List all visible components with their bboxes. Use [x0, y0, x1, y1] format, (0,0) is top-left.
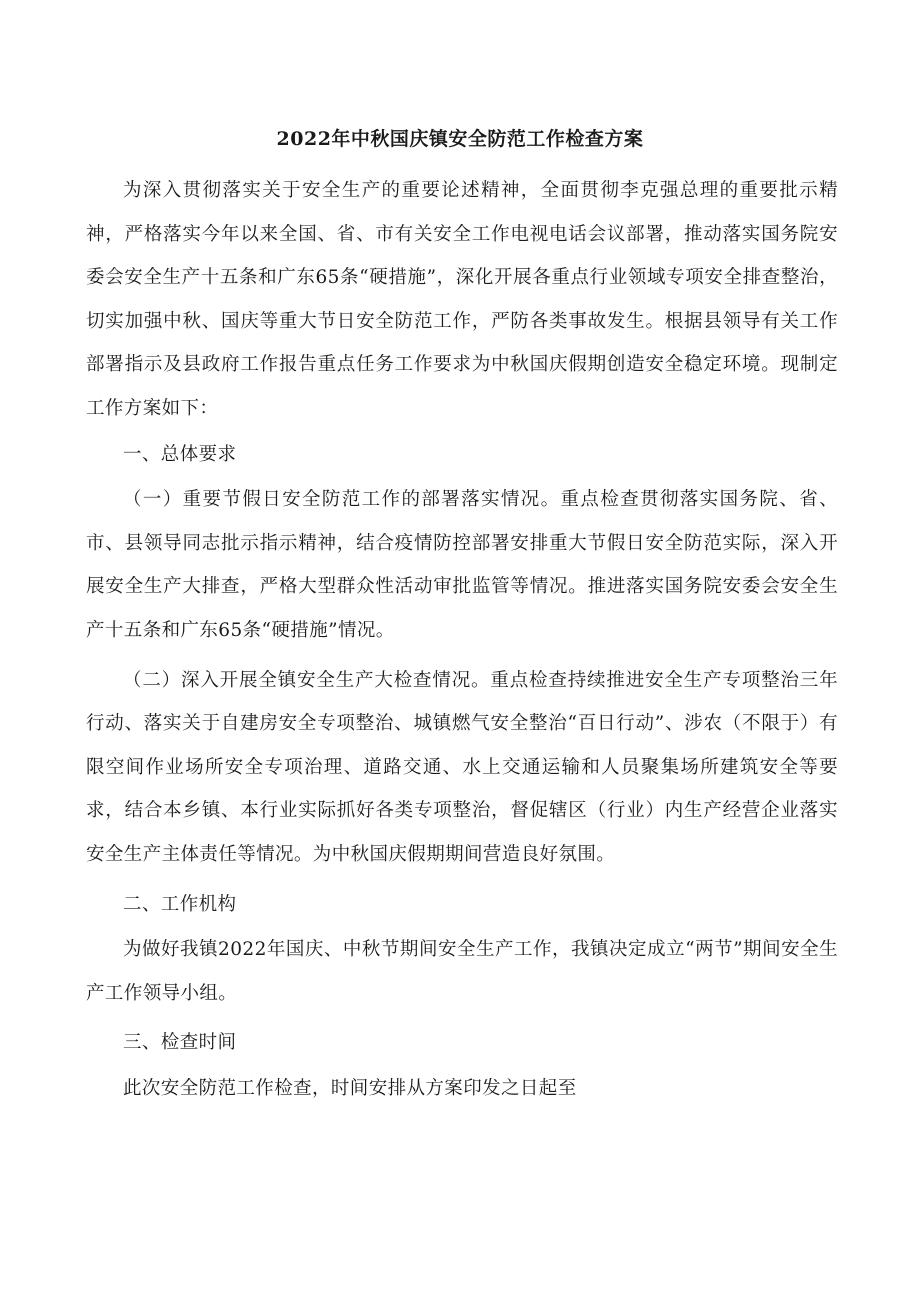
requirement-item-2: （二）深入开展全镇安全生产大检查情况。重点检查持续推进安全生产专项整治三年行动、落实关于自建房安全专项整治、城镇燃气安全整治“百日行动”、涉农（不限于）有限空间作业场所安全专项治理、道路交通、水上交通运输和人员聚集场所建筑安全等要求，结合本乡镇、本行业实际抓好各类专项整治，督促辖区（行业）内生产经营企业落实安全生产主体责任等情况。为中秋国庆假期期间营造良好氛围。 — [86, 669, 838, 865]
document-body — [86, 169, 838, 1110]
section-heading-work-organization: 二、工作机构 — [123, 893, 237, 915]
requirement-item-1: （一）重要节假日安全防范工作的部署落实情况。重点检查贯彻落实国务院、省、市、县领导同志批示指示精神，结合疫情防控部署安排重大节假日安全防范实际，深入开展安全生产大排查，严格大型群众性活动审批监管等情况。推进落实国务院安委会安全生产十五条和广东65条“硬措施”情况。 — [86, 489, 838, 641]
document-title: 2022年中秋国庆镇安全防范工作检查方案 — [276, 128, 644, 150]
section-heading-general-requirements: 一、总体要求 — [123, 443, 237, 465]
work-organization-paragraph: 为做好我镇2022年国庆、中秋节期间安全生产工作，我镇决定成立“两节”期间安全生产工作领导小组。 — [86, 939, 838, 1004]
section-heading-inspection-time: 三、检查时间 — [123, 1032, 237, 1054]
intro-paragraph: 为深入贯彻落实关于安全生产的重要论述精神，全面贯彻李克强总理的重要批示精神，严格落实今年以来全国、省、市有关安全工作电视电话会议部署，推动落实国务院安委会安全生产十五条和广东65条“硬措施”，深化开展各重点行业领域专项安全排查整治，切实加强中秋、国庆等重大节日安全防范工作，严防各类事故发生。根据县领导有关工作部署指示及县政府工作报告重点任务工作要求为中秋国庆假期创造安全稳定环境。现制定工作方案如下： — [86, 180, 838, 419]
inspection-time-paragraph: 此次安全防范工作检查，时间安排从方案印发之日起至 — [123, 1077, 577, 1099]
